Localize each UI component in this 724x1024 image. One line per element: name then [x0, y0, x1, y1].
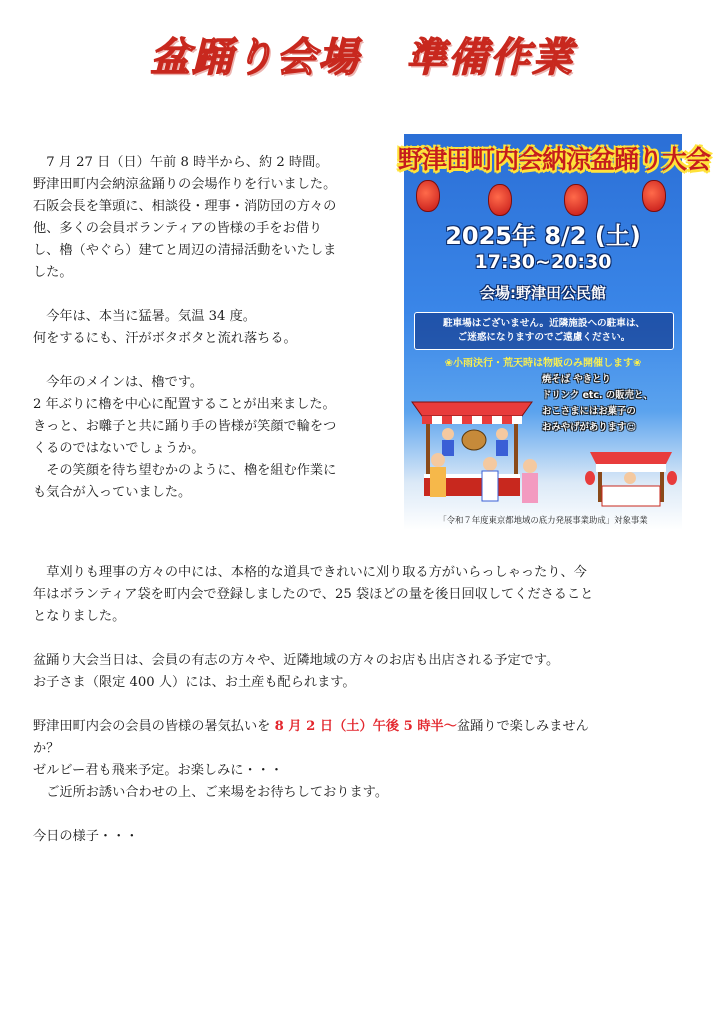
- invite-date-highlight: 8 月 2 日（土）午後 5 時半～: [274, 719, 457, 734]
- food-line: 焼そば やきとり: [542, 374, 611, 385]
- intro-line: 石阪会長を筆頭に、相談役・理事・消防団の方々の: [33, 199, 337, 214]
- intro-line: した。: [33, 265, 73, 280]
- event-poster: [398, 134, 711, 530]
- lantern-icon: [564, 184, 588, 216]
- poster-time: 17:30~20:30: [474, 251, 612, 273]
- intro-line: 7 月 27 日（日）午前 8 時半から、約 2 時間。: [46, 155, 329, 170]
- page-title-right: 準備作業: [406, 35, 574, 81]
- parking-line: 駐車場はございません。近隣施設への駐車は、: [442, 318, 646, 329]
- invite-line: [33, 716, 693, 738]
- food-line: おみやげがあります☺: [542, 422, 637, 433]
- weeding-line: となりました。: [33, 609, 126, 624]
- intro-line: 他、多くの会員ボランティアの皆様の手をお借り: [33, 221, 323, 236]
- parking-line: ご迷惑になりますのでご遠慮ください。: [457, 332, 631, 343]
- poster-title: 野津田町内会納涼盆踊り大会: [398, 145, 711, 174]
- stall-icon: [585, 452, 677, 506]
- tower-line: きっと、お囃子と共に踊り手の皆様が笑顔で輪をつ: [33, 419, 337, 434]
- invite-line: ゼルビー君も飛来予定。お楽しみに・・・: [33, 763, 284, 778]
- tower-line: も気合が入っていました。: [33, 485, 192, 500]
- heat-line: 何をするにも、汗がボタボタと流れ落ちる。: [33, 331, 297, 346]
- poster-parking-notice: [414, 312, 674, 350]
- invite-line: ご近所お誘い合わせの上、ご来場をお待ちしております。: [46, 785, 389, 800]
- invite-text: 盆踊りで楽しみません: [456, 719, 589, 734]
- event-day-line: 盆踊り大会当日は、会員の有志の方々や、近隣地域の方々のお店も出店される予定です。: [33, 653, 560, 668]
- invite-text: 野津田町内会の会員の皆様の暑気払いを: [33, 719, 275, 734]
- food-line: おこさまにはお菓子の: [542, 406, 636, 417]
- intro-column: [33, 152, 395, 504]
- weeding-line: 草刈りも理事の方々の中には、本格的な道具できれいに刈り取る方がいらっしゃったり、今: [46, 565, 587, 580]
- poster-venue: 会場:野津田公民館: [480, 284, 606, 302]
- intro-line: 野津田町内会納涼盆踊りの会場作りを行いました。: [33, 177, 337, 192]
- poster-rain-notice: ❀小雨決行・荒天時は物販のみ開催します❀: [444, 358, 642, 369]
- tower-line: くるのではないでしょうか。: [33, 441, 205, 456]
- poster-food-notice: [542, 372, 680, 436]
- page-title-left: 盆踊り会場: [150, 35, 360, 81]
- event-day-line: お子さま（限定 400 人）には、お土産も配られます。: [33, 675, 356, 690]
- invite-line: か？: [33, 741, 60, 756]
- closing-line: 今日の様子・・・: [33, 829, 139, 844]
- heat-line: 今年は、本当に猛暑。気温 34 度。: [46, 309, 256, 324]
- lantern-icon: [416, 180, 440, 212]
- food-line: ドリンク etc. の販売と、: [542, 390, 653, 401]
- tower-line: 2 年ぶりに櫓を中心に配置することが出来ました。: [33, 397, 336, 412]
- lantern-icon: [488, 184, 512, 216]
- intro-line: し、櫓（やぐら）建てと周辺の清掃活動をいたしま: [33, 243, 337, 258]
- tower-line: その笑顔を待ち望むかのように、櫓を組む作業に: [46, 463, 337, 478]
- weeding-line: 年はボランティア袋を町内会で登録しましたので、25 袋ほどの量を後日回収してくださること: [33, 587, 594, 602]
- tower-line: 今年のメインは、櫓です。: [46, 375, 204, 390]
- poster-date: 2025年 8/2 (土): [445, 222, 641, 250]
- page-title: [0, 26, 724, 83]
- poster-footer: 「令和７年度東京都地域の底力発展事業助成」対象事業: [438, 515, 648, 525]
- main-text: [33, 562, 693, 848]
- lantern-icon: [642, 180, 666, 212]
